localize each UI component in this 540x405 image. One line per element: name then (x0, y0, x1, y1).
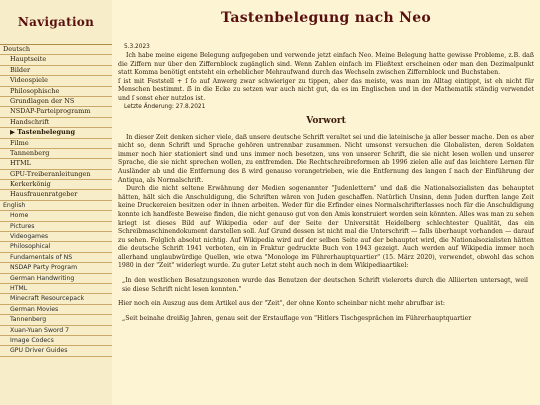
sidebar-item-html[interactable]: HTML (0, 159, 112, 169)
body-paragraph-3: Hier noch ein Auszug aus dem Artikel aus der "Zeit", der ohne Konto scheinbar nicht mehr abrufbar ist: (118, 300, 445, 308)
sidebar-item-gpu-treiberanleitungen[interactable]: GPU-Treiberanleitungen (0, 170, 112, 180)
sidebar-item-html[interactable]: HTML (0, 284, 112, 294)
sidebar-item-minecraft-resourcepack[interactable]: Minecraft Resourcepack (0, 294, 112, 304)
sidebar-item-english[interactable]: English (0, 201, 112, 211)
page-title: Tastenbelegung nach Neo (220, 10, 432, 26)
blockquote-2: „Seit beinahe dreißig Jahren, genau seit der Erstauflage von "Hitlers Tischgesprächen im Führerhauptquartier (122, 314, 472, 322)
last-change: Letzte Änderung: 27.8.2021 (124, 103, 206, 110)
sidebar-item-videospiele[interactable]: Videospiele (0, 76, 112, 86)
sidebar-item-philosophische[interactable]: Philosophische (0, 87, 112, 97)
sidebar-item-fundamentals-of-ns[interactable]: Fundamentals of NS (0, 253, 112, 263)
sidebar-item-filme[interactable]: Filme (0, 139, 112, 149)
sidebar-navigation (0, 0, 112, 405)
intro-paragraph-1: Ich habe meine eigene Belegung aufgegeben und verwende jetzt einfach Neo. Meine Belegung hatte gewisse Probleme, z.B. daß die Ziffern nur über den Ziffernblock zugänglich sind. Wenn Zahlen einfach im Fließtext erscheinen oder man den Dezimalpunkt statt Komma benötigt entsteht ein erheblicher Mehraufwand durch das Wechseln zwischen Ziffernblock und Buchstaben. (118, 52, 534, 77)
date-stamp: 5.3.2023 (124, 44, 150, 50)
sidebar-item-tannenberg[interactable]: Tannenberg (0, 315, 112, 325)
sidebar-item-german-handwriting[interactable]: German Handwriting (0, 274, 112, 284)
sidebar-item-bilder[interactable]: Bilder (0, 66, 112, 76)
sidebar-item-hausfrauenratgeber[interactable]: Hausfrauenratgeber (0, 190, 112, 200)
sidebar-item-image-codecs[interactable]: Image Codecs (0, 336, 112, 346)
sidebar-item-kerkerkönig[interactable]: Kerkerkönig (0, 180, 112, 190)
intro-paragraph-2: ſ ist mit Feststell + ſ ſo auf Anwerg zwar schwieriger zu tippen, aber das meiste, was man im Alltag eintippt, ist eh nicht für Menschen bestimmt. ẞ in die Ecke zu setzen war auch nicht gut, da es im Englischen und in der Mathematik ständig verwendet und ſ sonst eher nutzlos ist. (118, 77, 534, 102)
sidebar-item-german-movies[interactable]: German Movies (0, 305, 112, 315)
sidebar-item-videogames[interactable]: Videogames (0, 232, 112, 242)
sidebar-item-hauptseite[interactable]: Hauptseite (0, 55, 112, 65)
body-paragraph-1: In dieser Zeit denken sicher viele, daß unsere deutsche Schrift veraltet sei und die lateinische ja aller besser mache. Den es aber nicht so, denn Schrift und Sprache gehören untrennbar zusammen. Nicht umsonst versuchen die Globalisten, deren Soldaten immer noch hier stationiert sind und uns immer noch besetzen, uns von unserer Schrift, die sie nicht lesen wollen und unserer Sprache, die sie nicht sprechen wollen, zu entfremden. Die Rechtschreibreformen ab 1996 zielen alle auf das leichtere Lernen für Ausländer ab und die Entfernung des ß wird genauso vorangetrieben, wie die Entfernung des langen ſ nach der Einführung der Antiqua, als Normalschrift. (118, 133, 534, 184)
sidebar-item-grundlagen-der-ns[interactable]: Grundlagen der NS (0, 97, 112, 107)
nav-list (0, 44, 112, 357)
nav-title: Navigation (17, 15, 95, 29)
sidebar-item-tannenberg[interactable]: Tannenberg (0, 149, 112, 159)
sidebar-item-home[interactable]: Home (0, 211, 112, 221)
sidebar-item-nsdap-party-program[interactable]: NSDAP Party Program (0, 263, 112, 273)
blockquote: „In den westlichen Besatzungszonen wurde das Benutzen der deutschen Schrift vielerorts durch die Alliierten untersagt, weil sie diese Schrift nicht lesen konnten." (122, 277, 528, 293)
sidebar-item-gpu-driver-guides[interactable]: GPU Driver Guides (0, 346, 112, 356)
body-paragraph-2: Durch die nicht seltene Erwähnung der Medien sogenannter "Judenlettern" und daß die Nationalsozialisten das behauptet hätten, hält sich die Anschuldigung, die Schriften wären von Juden geschaffen. Natürlich Unsinn, denn Juden durften lange Zeit keine Druckereien besitzen oder in ihnen arbeiten. Weder für die Erfinder eines Normalschrifterlasses noch für die Anschuldigung konnte ich handfeste Beweise finden, die nicht genauso gut von den Amis konstruiert worden sein könnten. Alles was man zu sehen kriegt ist dieses Bild auf Wikipedia oder auf der Seite der Universität Heidelberg schlechtester Qualität, das ein Schreibmaschinendokument darstellen soll. Auf Grund dessen ist nicht mal die Unterschrift — falls überhaupt vorhanden — darauf zu sehen. Folglich absolut nichtig. Auf Wikipedia wird auf der selben Seite auf der behauptet wird, die Nationalsozialisten hätten die deutsche Schrift 1941 verboten, ein in Fraktur gedruckte Buch von 1943 gezeigt. Auch werden auf Wikipedia immer noch allerhand unglaubwürdige Quellen, wie etwa "Monologe im Führerhauptquartier" (15. März 2020), verwendet, obwohl das schon 1980 in der "Zeit" widerlegt wurde. Zu guter Letzt steht auch noch in dem Wikipediaartikel: (118, 185, 534, 270)
sidebar-item-handschrift[interactable]: Handschrift (0, 118, 112, 128)
section-heading-vorwort: Vorwort (306, 115, 346, 126)
main-content (118, 0, 534, 405)
sidebar-item-xuan-yuan-sword-7[interactable]: Xuan-Yuan Sword 7 (0, 326, 112, 336)
sidebar-item-nsdap-parteiprogramm[interactable]: NSDAP-Parteiprogramm (0, 107, 112, 117)
sidebar-item-philosophical[interactable]: Philosophical (0, 242, 112, 252)
sidebar-item-tastenbelegung[interactable]: ▶ Tastenbelegung (0, 128, 112, 138)
sidebar-item-deutsch[interactable]: Deutsch (0, 45, 112, 55)
sidebar-item-pictures[interactable]: Pictures (0, 222, 112, 232)
